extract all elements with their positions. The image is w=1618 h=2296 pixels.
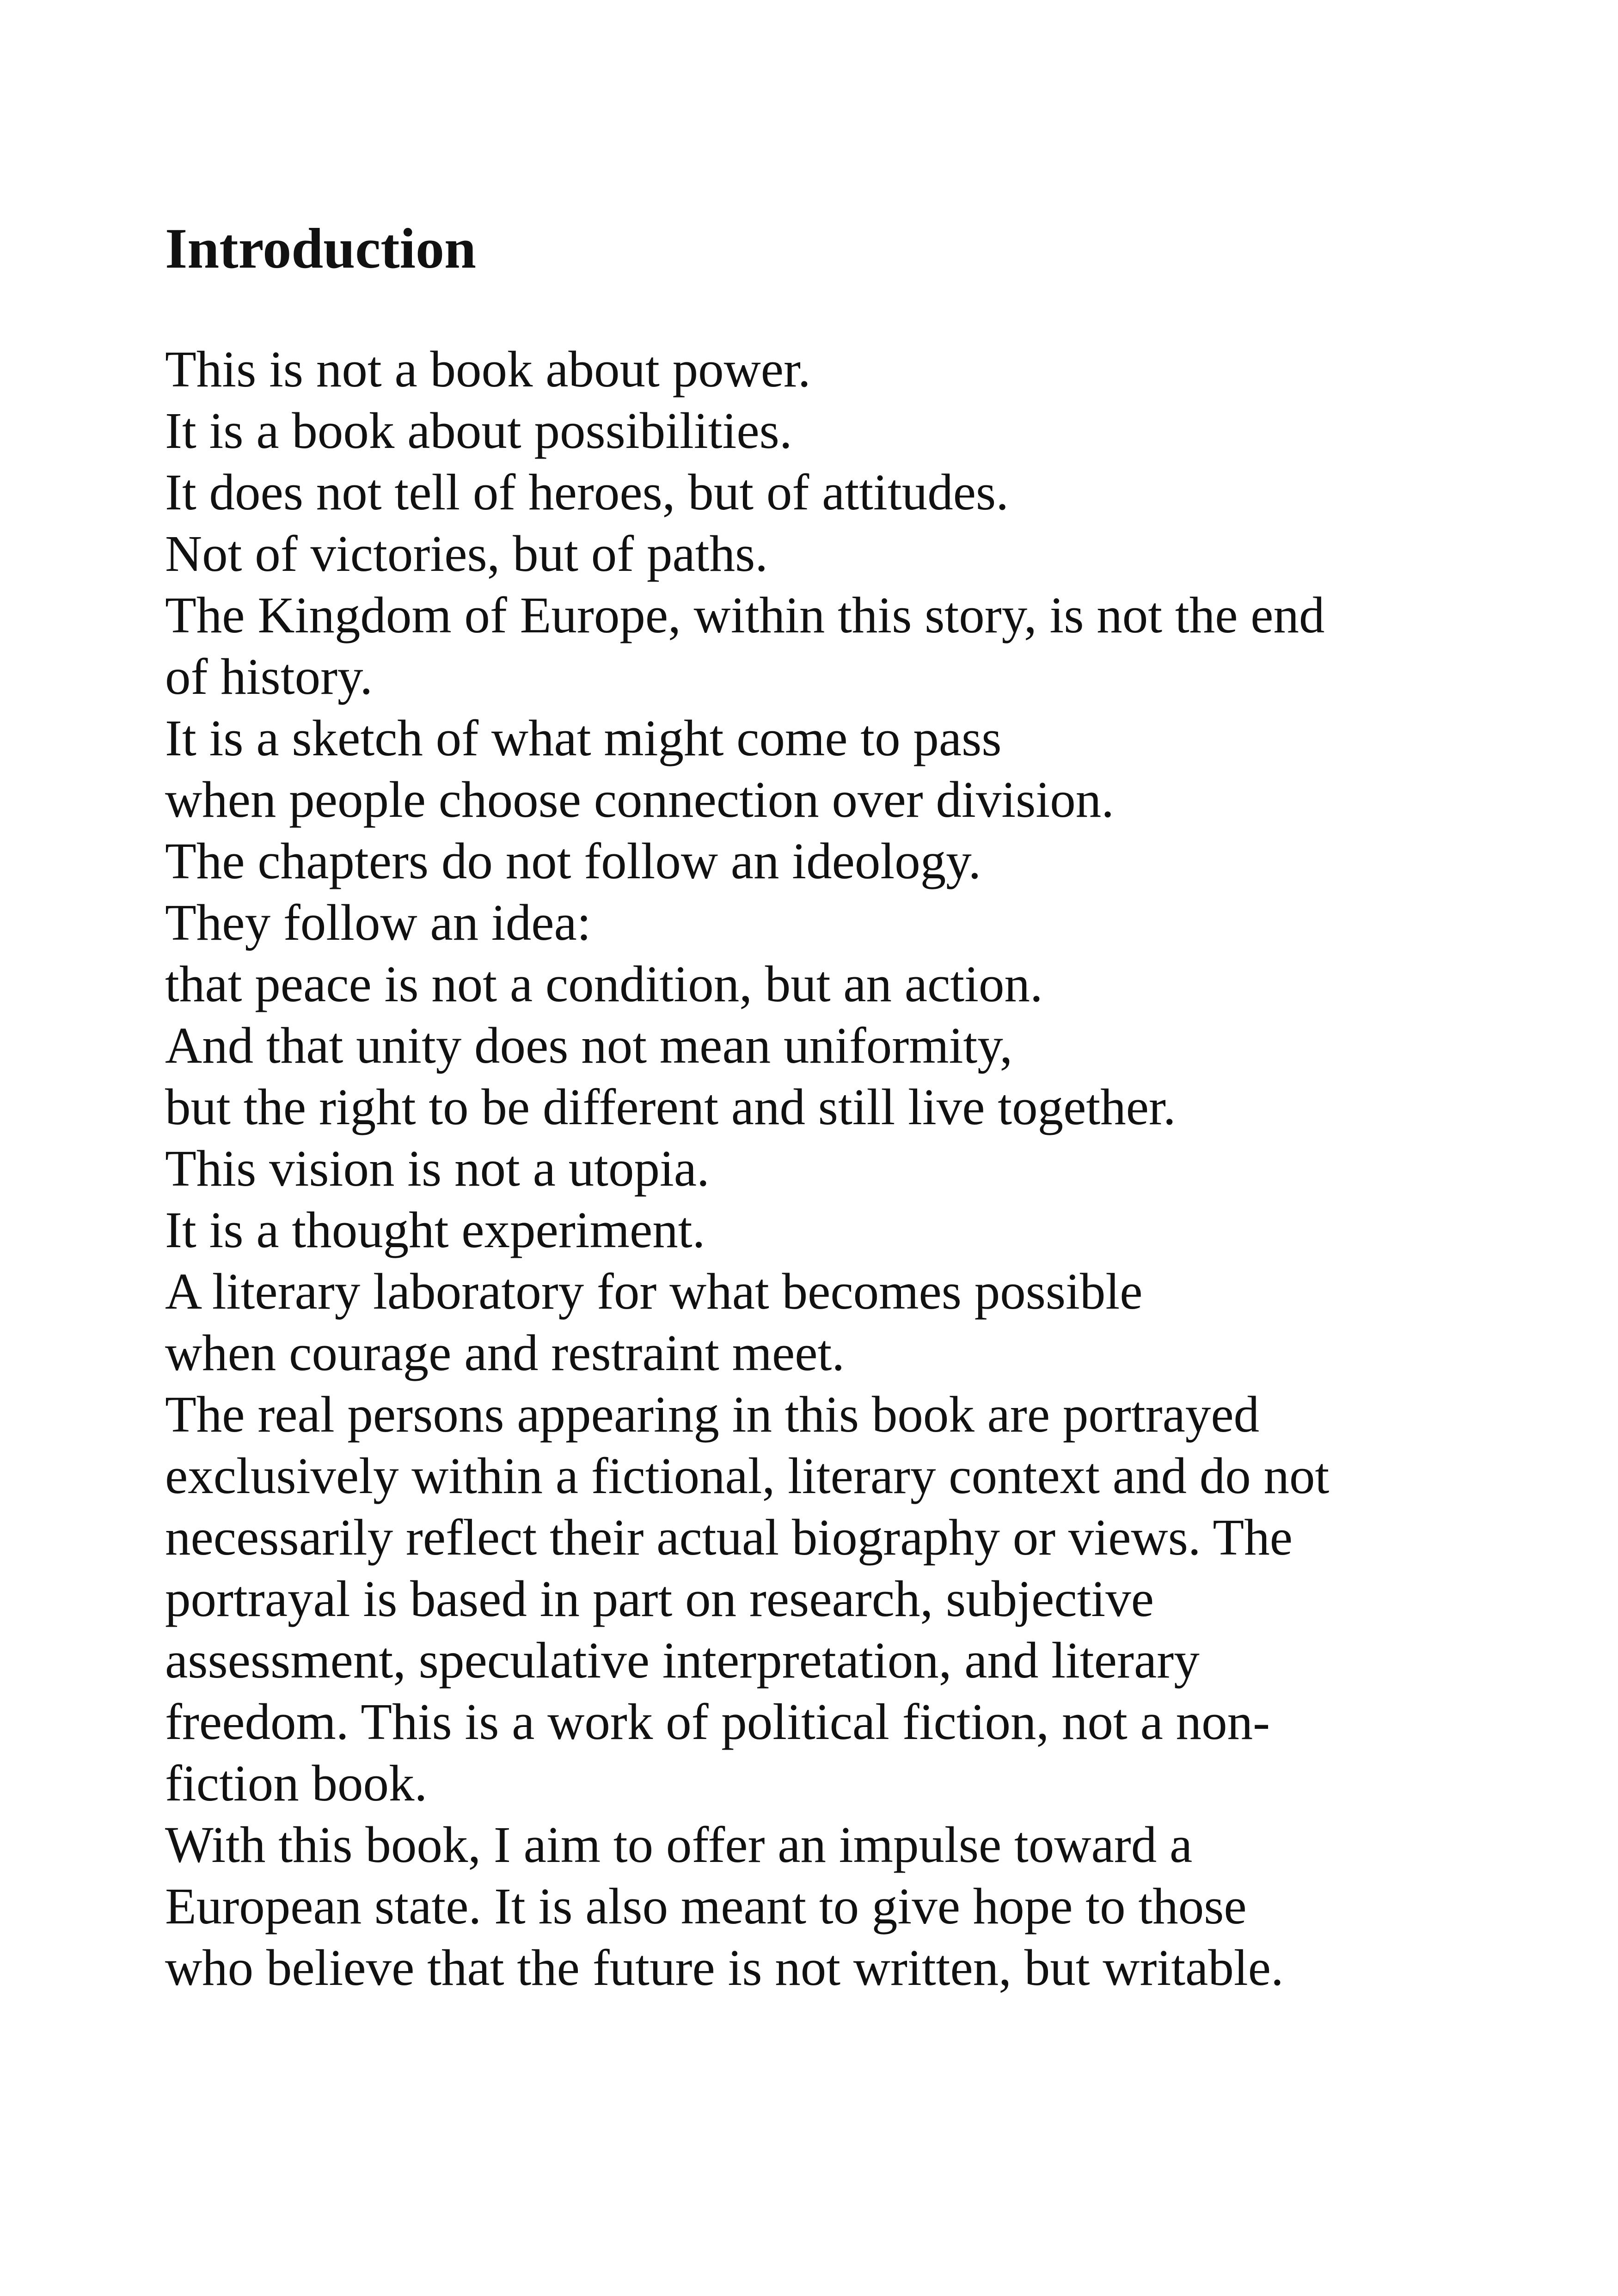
text-line: The Kingdom of Europe, within this story, is not the end xyxy=(165,587,1325,644)
text-line: necessarily reflect their actual biography or views. The xyxy=(165,1509,1293,1567)
text-line: when courage and restraint meet. xyxy=(165,1325,845,1382)
text-line: And that unity does not mean uniformity, xyxy=(165,1017,1013,1075)
text-line: They follow an idea: xyxy=(165,894,591,952)
body-text xyxy=(165,339,1552,1999)
text-line: assessment, speculative interpretation, and literary xyxy=(165,1632,1200,1690)
text-line: Not of victories, but of paths. xyxy=(165,526,768,583)
page-title: Introduction xyxy=(165,217,476,280)
text-line: freedom. This is a work of political fiction, not a non- xyxy=(165,1694,1270,1751)
text-line: This is not a book about power. xyxy=(165,341,811,398)
text-line: exclusively within a fictional, literary context and do not xyxy=(165,1448,1330,1505)
text-line: The chapters do not follow an ideology. xyxy=(165,833,981,890)
text-line: when people choose connection over division. xyxy=(165,771,1114,829)
text-line: of history. xyxy=(165,649,373,706)
text-line: It is a thought experiment. xyxy=(165,1202,705,1259)
text-line: portrayal is based in part on research, subjective xyxy=(165,1571,1154,1628)
text-line: This vision is not a utopia. xyxy=(165,1140,710,1198)
text-line: who believe that the future is not written, but writable. xyxy=(165,1940,1284,1997)
page-content xyxy=(165,217,1552,1999)
text-line: A literary laboratory for what becomes possible xyxy=(165,1263,1143,1321)
text-line: fiction book. xyxy=(165,1755,428,1812)
text-line: The real persons appearing in this book are portrayed xyxy=(165,1386,1260,1444)
text-line: European state. It is also meant to give hope to those xyxy=(165,1878,1247,1935)
text-line: that peace is not a condition, but an action. xyxy=(165,956,1043,1013)
text-line: With this book, I aim to offer an impulse toward a xyxy=(165,1817,1193,1874)
text-line: It is a book about possibilities. xyxy=(165,403,792,460)
text-line: It is a sketch of what might come to pass xyxy=(165,710,1002,767)
text-line: but the right to be different and still live together. xyxy=(165,1079,1176,1136)
text-line: It does not tell of heroes, but of attitudes. xyxy=(165,464,1009,521)
